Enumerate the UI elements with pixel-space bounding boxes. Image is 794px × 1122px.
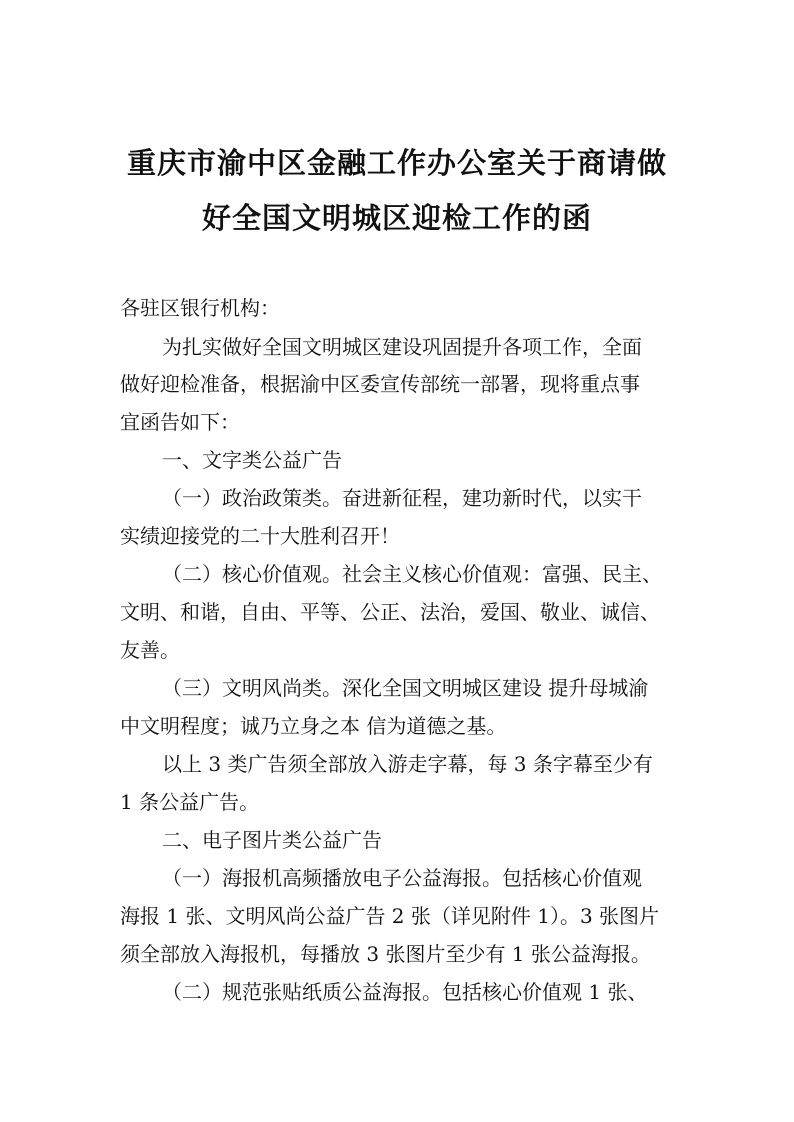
paragraph-line: 海报 1 张、文明风尚公益广告 2 张（详见附件 1）。3 张图片 (120, 904, 660, 928)
paragraph-line: 1 条公益广告。 (120, 790, 260, 814)
paragraph-line: 以上 3 类广告须全部放入游走字幕，每 3 条字幕至少有 (162, 752, 653, 776)
paragraph-line: 为扎实做好全国文明城区建设巩固提升各项工作，全面 (162, 335, 642, 359)
section-heading: 一、文字类公益广告 (162, 448, 342, 472)
paragraph-line: （一）政治政策类。奋进新征程，建功新时代，以实干 (162, 486, 642, 510)
document-title-line-2: 好全国文明城区迎检工作的函 (201, 201, 592, 235)
paragraph-line: 宜函告如下： (120, 410, 240, 434)
paragraph-line: 友善。 (120, 638, 180, 662)
paragraph-line: （一）海报机高频播放电子公益海报。包括核心价值观 (162, 866, 642, 890)
section-heading: 二、电子图片类公益广告 (162, 828, 382, 852)
paragraph-line: 实绩迎接党的二十大胜利召开！ (120, 524, 400, 548)
salutation: 各驻区银行机构： (120, 296, 280, 320)
paragraph-line: 中文明程度；诚乃立身之本 信为道德之基。 (120, 714, 507, 738)
paragraph-line: 须全部放入海报机，每播放 3 张图片至少有 1 张公益海报。 (120, 942, 651, 966)
paragraph-line: （二）规范张贴纸质公益海报。包括核心价值观 1 张、 (162, 980, 648, 1004)
document-title-line-1: 重庆市渝中区金融工作办公室关于商请做 (126, 146, 667, 180)
paragraph-line: 文明、和谐，自由、平等、公正、法治，爱国、敬业、诚信、 (120, 600, 660, 624)
paragraph-line: （二）核心价值观。社会主义核心价值观：富强、民主、 (162, 562, 662, 586)
paragraph-line: 做好迎检准备，根据渝中区委宣传部统一部署，现将重点事 (120, 372, 640, 396)
paragraph-line: （三）文明风尚类。深化全国文明城区建设 提升母城渝 (162, 676, 649, 700)
